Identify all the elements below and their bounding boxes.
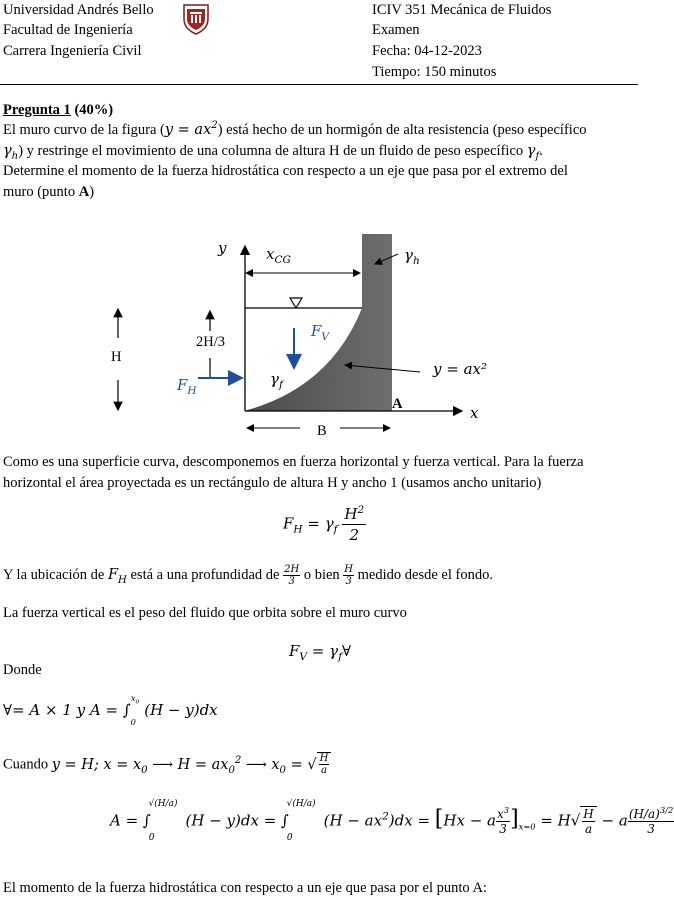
xcg-label: $x_{CG}$ [266,245,291,266]
x-axis-label: x [470,404,479,422]
math-inline: $\gamma_f$ [526,143,540,162]
width-label: B [317,423,327,439]
y-axis-label: y [218,239,227,257]
horizontal-force-label: $F_H$ [177,376,197,397]
math-inline: $\gamma_h$ [3,143,19,162]
question-line-3: Determine el momento de la fuerza hidrostática con respecto a un eje que pasa por el extremo del [3,163,568,179]
question-text: El muro curvo de la figura ( [3,122,165,138]
paragraph-fh-location: Y la ubicación de $F_H$ está a una profundidad de $\frac{2H}{3}$ o bien $\frac{H}{3}$ medido desde el fondo. [3,564,493,587]
exam-date: Fecha: 04-12-2023 [372,43,482,59]
equation-fv: $F_V$ = $\gamma_f\forall$ [289,642,352,663]
depth-label: 2H/3 [196,334,225,350]
program-name: Carrera Ingeniería Civil [3,43,142,59]
question-line-4 [3,184,94,201]
point-label: A [78,184,90,200]
course-name: ICIV 351 Mecánica de Fluidos [372,2,552,18]
paragraph-moment: El momento de la fuerza hidrostática con respecto a un eje que pasa por el punto A: [3,880,487,896]
curve-equation-label: y = ax² [433,360,487,378]
exam-type: Examen [372,22,420,38]
vertical-force-label: $F_V$ [311,322,330,343]
equation-area-integral: $A = \int_0^{√(H/a)}(H - y)dx = \int_0^{√(H/a)}(H - ax^2)dx = [Hx - a$ $\frac{x^3}{3}$ ]$_{x=0} = H√$ $\frac{H}{a}$ − a $\frac{(H/a)^{3/2}}{3}$ [110,798,674,843]
question-text: muro (punto [3,184,79,200]
university-crest-icon [182,3,210,40]
paragraph-vertical-force: La fuerza vertical es el peso del fluido que orbita sobre el muro curvo [3,605,407,621]
point-a-label: A [392,396,403,412]
paragraph-decomposition: Como es una superficie curva, descomponemos en fuerza horizontal y fuerza vertical. Para la fuerza horizontal el área proyectada es un rectángulo de altura H y ancho 1 (usamos ancho unitario) [3,454,584,491]
question-title: Pregunta 1 [3,102,71,118]
exam-time: Tiempo: 150 minutos [372,64,497,80]
question-line-1 [3,122,587,139]
question-heading [3,102,113,119]
wall-diagram [100,228,500,440]
question-line-2: $\gamma_h$) y restringe el movimiento de una columna de altura H de un fluido de peso específico $\gamma_f$. [3,143,543,162]
question-text: ) está hecho de un hormigón de alta resistencia (peso específico [217,122,587,138]
gamma-h-label: $\gamma_h$ [404,246,420,267]
question-weight: (40%) [74,102,114,118]
triangle-down-icon [290,298,302,308]
question-text: ) y restringe el movimiento de una columna de altura H de un fluido de peso específico [18,143,524,159]
header-divider [0,84,638,85]
faculty-name: Facultad de Ingeniería [3,22,133,38]
paragraph-integration-limit: Cuando y = H; $x = x_0$ ⟶ $H = ax_0^2$ ⟶ $x_0$ = √ $\frac{H}{a}$ [3,752,331,776]
university-name: Universidad Andrés Bello [3,2,154,18]
question-text: ) [89,184,95,200]
height-label: H [111,349,122,365]
gamma-f-label: $\gamma_f$ [270,370,283,391]
math-inline: $y = ax^2$ [164,120,218,138]
equation-volume-area: ∀= A × 1 y $A = \int_0^{x_0}$ (H − y)dx [3,693,218,727]
equation-fh: $F_H = \gamma_f$ $\frac{H^2}{2}$ [283,504,365,544]
word-donde: Donde [3,662,42,678]
